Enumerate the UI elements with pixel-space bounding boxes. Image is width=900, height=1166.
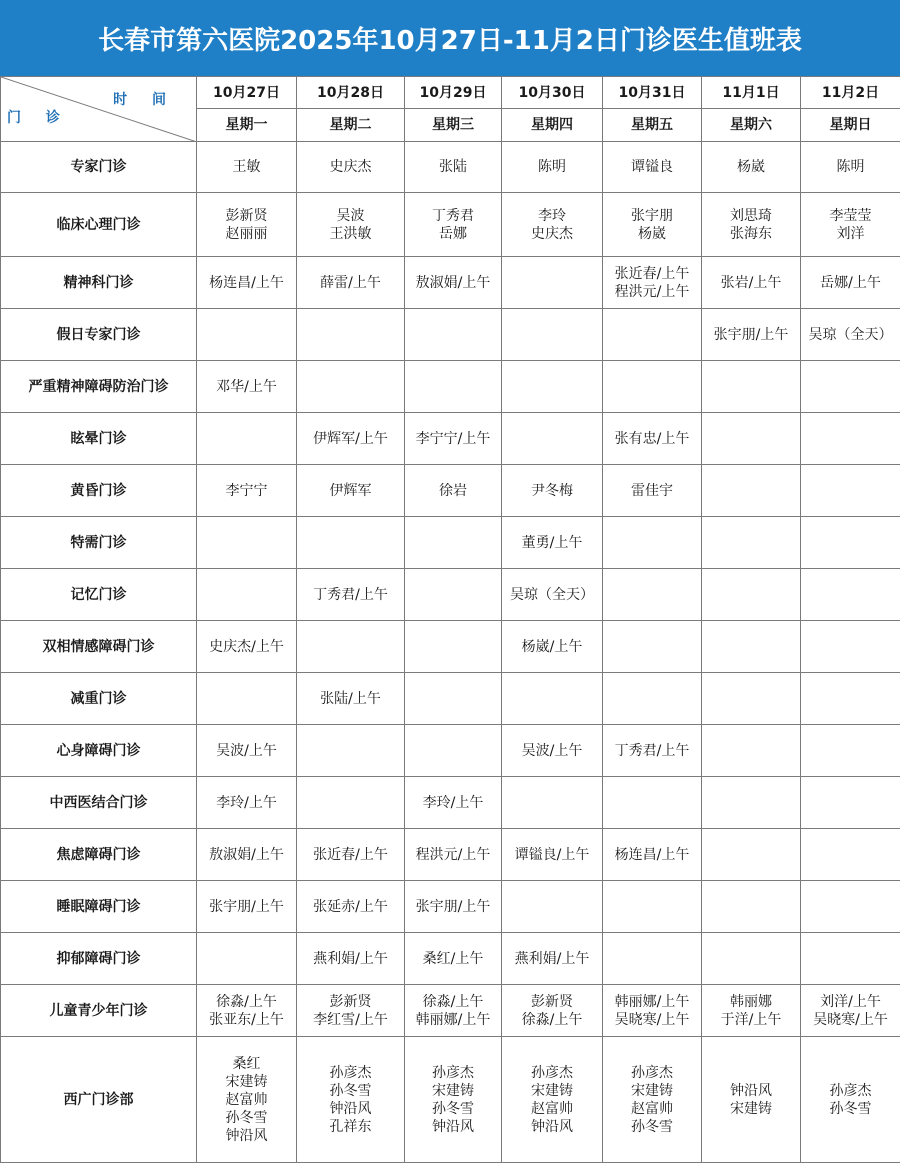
doctor-entry: 伊辉军 (329, 482, 372, 499)
schedule-cell (603, 257, 702, 309)
doctor-entry: 李玲 (538, 207, 566, 224)
doctor-entry: 吴琼（全天） (510, 586, 594, 603)
schedule-cell (502, 1037, 603, 1163)
schedule-cell (702, 309, 801, 361)
doctor-entry: 张延赤/上午 (313, 898, 388, 915)
schedule-cell (405, 725, 502, 777)
schedule-cell (297, 829, 405, 881)
schedule-cell (297, 725, 405, 777)
schedule-cell (197, 985, 297, 1037)
schedule-cell (197, 142, 297, 193)
doctor-entry: 程洪元/上午 (415, 846, 491, 863)
doctor-entry: 吴波 (336, 207, 365, 224)
clinic-row (1, 309, 900, 361)
clinic-name: 中西医结合门诊 (1, 777, 197, 829)
doctor-entry: 史庆杰/上午 (209, 638, 284, 655)
doctor-entry: 张宇朋 (631, 207, 673, 224)
schedule-cell (502, 413, 603, 465)
doctor-entry: 宋建铸 (531, 1082, 573, 1099)
doctor-entry: 韩丽娜/上午 (415, 1011, 491, 1028)
date-header: 11月2日 (801, 77, 900, 109)
schedule-cell (702, 777, 801, 829)
doctor-entry: 谭镒良 (631, 159, 673, 175)
doctor-entry: 吴波/上午 (521, 742, 583, 759)
doctor-entry: 赵富帅 (531, 1100, 573, 1117)
clinic-row (1, 673, 900, 725)
doctor-entry: 丁秀君/上午 (614, 742, 690, 759)
schedule-cell (297, 193, 405, 257)
schedule-cell (801, 569, 900, 621)
doctor-entry: 程洪元/上午 (614, 283, 690, 300)
schedule-cell (603, 829, 702, 881)
schedule-cell (801, 193, 900, 257)
clinic-row (1, 361, 900, 413)
schedule-cell (405, 361, 502, 413)
schedule-cell (801, 465, 900, 517)
doctor-entry: 丁秀君/上午 (313, 586, 388, 603)
schedule-cell (297, 257, 405, 309)
schedule-cell (297, 985, 405, 1037)
clinic-name: 儿童青少年门诊 (1, 985, 197, 1037)
clinic-name: 特需门诊 (1, 517, 197, 569)
weekday-header: 星期三 (405, 109, 502, 142)
doctor-entry: 燕利娟/上午 (514, 950, 590, 967)
doctor-entry: 岳娜 (439, 225, 467, 242)
corner-header (1, 77, 197, 142)
doctor-entry: 彭新贤 (225, 207, 268, 224)
schedule-cell (702, 517, 801, 569)
clinic-row (1, 1037, 900, 1163)
schedule-cell (801, 933, 900, 985)
clinic-name: 精神科门诊 (1, 257, 197, 309)
date-header: 10月27日 (197, 77, 297, 109)
schedule-cell (405, 933, 502, 985)
doctor-entry: 孙冬雪 (631, 1118, 673, 1135)
schedule-cell (702, 569, 801, 621)
schedule-cell (297, 621, 405, 673)
date-header: 10月28日 (297, 77, 405, 109)
schedule-cell (801, 309, 900, 361)
doctor-entry: 张海东 (730, 225, 772, 242)
doctor-entry: 史庆杰 (531, 225, 573, 242)
schedule-cell (502, 621, 603, 673)
schedule-cell (502, 777, 603, 829)
doctor-entry: 孙彦杰 (329, 1064, 372, 1081)
schedule-cell (702, 257, 801, 309)
schedule-cell (801, 673, 900, 725)
clinic-name: 专家门诊 (1, 142, 197, 193)
doctor-entry: 杨连昌/上午 (614, 846, 690, 863)
doctor-entry: 张近春/上午 (614, 265, 690, 282)
schedule-cell (603, 193, 702, 257)
schedule-cell (197, 1037, 297, 1163)
doctor-entry: 谭镒良/上午 (514, 846, 590, 863)
schedule-cell (197, 933, 297, 985)
doctor-entry: 敖淑娟/上午 (209, 846, 284, 863)
clinic-row (1, 413, 900, 465)
clinic-name: 焦虑障碍门诊 (1, 829, 197, 881)
schedule-cell (297, 465, 405, 517)
doctor-entry: 杨崴 (737, 159, 765, 175)
doctor-entry: 刘洋 (836, 225, 865, 242)
schedule-cell (197, 725, 297, 777)
schedule-cell (405, 413, 502, 465)
schedule-cell (502, 569, 603, 621)
schedule-cell (297, 1037, 405, 1163)
schedule-cell (603, 465, 702, 517)
schedule-cell (297, 309, 405, 361)
schedule-cell (297, 142, 405, 193)
clinic-name: 双相情感障碍门诊 (1, 621, 197, 673)
schedule-cell (502, 673, 603, 725)
schedule-cell (801, 985, 900, 1037)
duty-schedule-table (0, 76, 900, 1163)
doctor-entry: 钟沿风 (531, 1118, 573, 1135)
doctor-entry: 刘思琦 (730, 207, 772, 224)
schedule-cell (297, 881, 405, 933)
schedule-cell (502, 725, 603, 777)
schedule-cell (801, 829, 900, 881)
schedule-cell (297, 517, 405, 569)
doctor-entry: 陈明 (538, 159, 566, 175)
schedule-cell (197, 673, 297, 725)
doctor-entry: 杨连昌/上午 (209, 274, 284, 291)
schedule-cell (603, 413, 702, 465)
schedule-cell (702, 142, 801, 193)
doctor-entry: 钟沿风 (329, 1100, 372, 1117)
doctor-entry: 孙冬雪 (329, 1082, 372, 1099)
schedule-cell (405, 881, 502, 933)
doctor-entry: 徐淼/上午 (216, 993, 277, 1010)
schedule-cell (197, 257, 297, 309)
schedule-cell (197, 569, 297, 621)
doctor-entry: 宋建铸 (730, 1100, 772, 1117)
clinic-name: 黄昏门诊 (1, 465, 197, 517)
schedule-cell (603, 673, 702, 725)
schedule-cell (702, 413, 801, 465)
schedule-cell (197, 829, 297, 881)
doctor-entry: 吴晓寒/上午 (614, 1011, 690, 1028)
clinic-name: 减重门诊 (1, 673, 197, 725)
doctor-entry: 孔祥东 (329, 1118, 372, 1135)
doctor-entry: 李莹莹 (829, 207, 872, 224)
clinic-row (1, 569, 900, 621)
doctor-entry: 王洪敏 (329, 225, 372, 242)
schedule-cell (702, 673, 801, 725)
doctor-entry: 孙彦杰 (432, 1064, 474, 1081)
doctor-entry: 徐岩 (439, 482, 467, 499)
doctor-entry: 张宇朋/上午 (209, 898, 284, 915)
schedule-cell (801, 142, 900, 193)
weekday-header: 星期四 (502, 109, 603, 142)
doctor-entry: 孙冬雪 (432, 1100, 474, 1117)
doctor-entry: 李红雪/上午 (313, 1011, 388, 1028)
schedule-cell (405, 621, 502, 673)
schedule-cell (297, 413, 405, 465)
schedule-cell (197, 413, 297, 465)
doctor-entry: 李玲/上午 (216, 794, 277, 811)
date-header: 10月29日 (405, 77, 502, 109)
doctor-entry: 彭新贤 (531, 993, 573, 1010)
schedule-cell (502, 142, 603, 193)
doctor-entry: 钟沿风 (225, 1127, 268, 1144)
schedule-cell (702, 193, 801, 257)
clinic-row (1, 193, 900, 257)
doctor-entry: 张宇朋/上午 (415, 898, 491, 915)
schedule-cell (405, 309, 502, 361)
schedule-cell (197, 777, 297, 829)
doctor-entry: 张近春/上午 (313, 846, 388, 863)
weekday-header: 星期日 (801, 109, 900, 142)
clinic-row (1, 517, 900, 569)
schedule-cell (801, 1037, 900, 1163)
schedule-cell (801, 621, 900, 673)
doctor-entry: 赵富帅 (225, 1091, 268, 1108)
schedule-cell (801, 881, 900, 933)
schedule-cell (197, 309, 297, 361)
schedule-cell (197, 193, 297, 257)
clinic-row (1, 621, 900, 673)
schedule-cell (702, 725, 801, 777)
clinic-name: 临床心理门诊 (1, 193, 197, 257)
schedule-cell (603, 309, 702, 361)
schedule-cell (297, 569, 405, 621)
doctor-entry: 孙彦杰 (631, 1064, 673, 1081)
doctor-entry: 孙彦杰 (531, 1064, 573, 1081)
clinic-name: 记忆门诊 (1, 569, 197, 621)
clinic-label: 门 诊 (7, 110, 70, 126)
doctor-entry: 吴晓寒/上午 (813, 1011, 888, 1028)
doctor-entry: 燕利娟/上午 (313, 950, 388, 967)
schedule-cell (502, 257, 603, 309)
clinic-row (1, 881, 900, 933)
doctor-entry: 赵富帅 (631, 1100, 673, 1117)
clinic-row (1, 933, 900, 985)
doctor-entry: 李玲/上午 (422, 794, 484, 811)
schedule-cell (603, 142, 702, 193)
schedule-cell (702, 829, 801, 881)
doctor-entry: 彭新贤 (329, 993, 372, 1010)
doctor-entry: 敖淑娟/上午 (415, 274, 491, 291)
clinic-name: 睡眠障碍门诊 (1, 881, 197, 933)
doctor-entry: 孙冬雪 (225, 1109, 268, 1126)
schedule-cell (197, 517, 297, 569)
schedule-cell (297, 933, 405, 985)
schedule-cell (801, 413, 900, 465)
doctor-entry: 岳娜/上午 (820, 274, 881, 291)
schedule-cell (405, 569, 502, 621)
doctor-entry: 杨崴 (638, 225, 666, 242)
schedule-cell (603, 881, 702, 933)
schedule-cell (603, 933, 702, 985)
doctor-entry: 韩丽娜/上午 (614, 993, 690, 1010)
schedule-cell (702, 361, 801, 413)
schedule-cell (405, 193, 502, 257)
doctor-entry: 张宇朋/上午 (713, 326, 789, 343)
doctor-entry: 张亚东/上午 (209, 1011, 284, 1028)
clinic-row (1, 725, 900, 777)
schedule-cell (197, 621, 297, 673)
schedule-cell (603, 985, 702, 1037)
schedule-cell (405, 517, 502, 569)
clinic-name: 西广门诊部 (1, 1037, 197, 1163)
doctor-entry: 桑红 (232, 1055, 261, 1072)
time-label: 时 间 (113, 92, 176, 108)
schedule-cell (405, 1037, 502, 1163)
doctor-entry: 伊辉军/上午 (313, 430, 388, 447)
schedule-cell (603, 569, 702, 621)
schedule-cell (801, 725, 900, 777)
schedule-cell (603, 361, 702, 413)
doctor-entry: 宋建铸 (432, 1082, 474, 1099)
clinic-row (1, 142, 900, 193)
clinic-name: 假日专家门诊 (1, 309, 197, 361)
doctor-entry: 尹冬梅 (531, 482, 573, 499)
schedule-cell (502, 829, 603, 881)
doctor-entry: 薛雷/上午 (320, 274, 381, 291)
doctor-entry: 张岩/上午 (720, 274, 782, 291)
clinic-name: 眩晕门诊 (1, 413, 197, 465)
schedule-cell (197, 881, 297, 933)
schedule-cell (405, 777, 502, 829)
schedule-cell (702, 1037, 801, 1163)
weekday-header: 星期一 (197, 109, 297, 142)
clinic-row (1, 829, 900, 881)
doctor-entry: 钟沿风 (432, 1118, 474, 1135)
doctor-entry: 丁秀君 (432, 207, 474, 224)
clinic-row (1, 777, 900, 829)
doctor-entry: 桑红/上午 (422, 950, 484, 967)
schedule-cell (297, 777, 405, 829)
doctor-entry: 杨崴/上午 (521, 638, 583, 655)
schedule-cell (405, 142, 502, 193)
clinic-name: 严重精神障碍防治门诊 (1, 361, 197, 413)
schedule-cell (702, 621, 801, 673)
doctor-entry: 徐淼/上午 (422, 993, 484, 1010)
doctor-entry: 张陆 (439, 159, 467, 175)
doctor-entry: 徐淼/上午 (521, 1011, 583, 1028)
doctor-entry: 李宁宁 (225, 482, 268, 499)
schedule-cell (405, 673, 502, 725)
doctor-entry: 陈明 (836, 159, 865, 175)
schedule-cell (801, 257, 900, 309)
schedule-cell (197, 465, 297, 517)
schedule-cell (603, 1037, 702, 1163)
weekday-header: 星期五 (603, 109, 702, 142)
schedule-cell (801, 777, 900, 829)
doctor-entry: 宋建铸 (631, 1082, 673, 1099)
schedule-cell (603, 777, 702, 829)
schedule-cell (702, 985, 801, 1037)
schedule-cell (405, 829, 502, 881)
schedule-cell (502, 517, 603, 569)
schedule-cell (702, 465, 801, 517)
weekday-header: 星期六 (702, 109, 801, 142)
doctor-entry: 刘洋/上午 (820, 993, 881, 1010)
doctor-entry: 王敏 (232, 159, 261, 175)
schedule-cell (297, 361, 405, 413)
clinic-row (1, 985, 900, 1037)
doctor-entry: 张陆/上午 (320, 690, 381, 707)
doctor-entry: 宋建铸 (225, 1073, 268, 1090)
schedule-cell (603, 725, 702, 777)
doctor-entry: 韩丽娜 (730, 993, 772, 1010)
schedule-cell (801, 517, 900, 569)
schedule-cell (502, 361, 603, 413)
doctor-entry: 张有忠/上午 (614, 430, 690, 447)
schedule-cell (502, 465, 603, 517)
doctor-entry: 吴波/上午 (216, 742, 277, 759)
date-header: 10月30日 (502, 77, 603, 109)
schedule-cell (197, 361, 297, 413)
schedule-cell (502, 881, 603, 933)
doctor-entry: 吴琼（全天） (808, 326, 893, 343)
schedule-cell (502, 309, 603, 361)
doctor-entry: 史庆杰 (329, 159, 372, 175)
schedule-cell (801, 361, 900, 413)
date-header-row (1, 77, 900, 109)
date-header: 11月1日 (702, 77, 801, 109)
clinic-name: 心身障碍门诊 (1, 725, 197, 777)
doctor-entry: 李宁宁/上午 (415, 430, 491, 447)
schedule-cell (502, 985, 603, 1037)
date-header: 10月31日 (603, 77, 702, 109)
doctor-entry: 孙彦杰 (829, 1082, 872, 1099)
clinic-row (1, 257, 900, 309)
schedule-cell (702, 881, 801, 933)
doctor-entry: 邓华/上午 (216, 378, 277, 395)
page-title: 长春市第六医院2025年10月27日-11月2日门诊医生值班表 (0, 0, 900, 76)
clinic-row (1, 465, 900, 517)
schedule-cell (603, 621, 702, 673)
clinic-name: 抑郁障碍门诊 (1, 933, 197, 985)
doctor-entry: 雷佳宇 (631, 482, 673, 499)
schedule-cell (405, 465, 502, 517)
schedule-cell (405, 985, 502, 1037)
doctor-entry: 钟沿风 (730, 1082, 772, 1099)
doctor-entry: 赵丽丽 (225, 225, 268, 242)
schedule-cell (297, 673, 405, 725)
doctor-entry: 董勇/上午 (521, 534, 583, 551)
schedule-cell (405, 257, 502, 309)
doctor-entry: 于洋/上午 (720, 1011, 782, 1028)
weekday-header: 星期二 (297, 109, 405, 142)
schedule-cell (502, 933, 603, 985)
schedule-cell (603, 517, 702, 569)
schedule-cell (702, 933, 801, 985)
schedule-cell (502, 193, 603, 257)
doctor-entry: 孙冬雪 (829, 1100, 872, 1117)
